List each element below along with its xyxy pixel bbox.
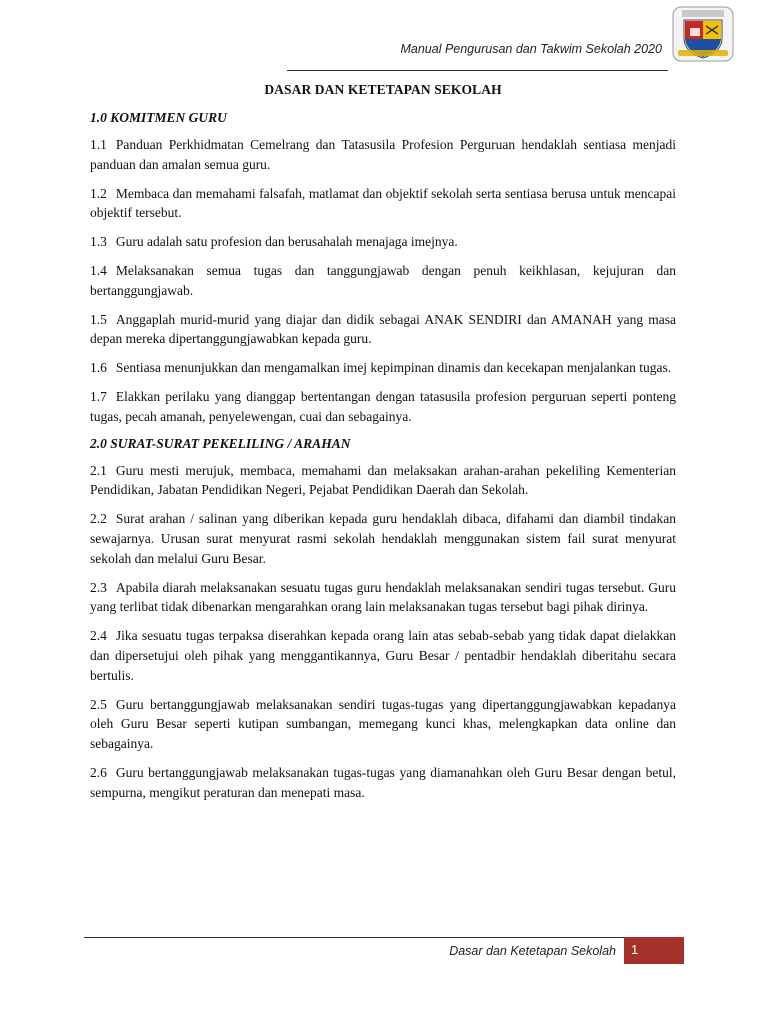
list-item [90,578,676,618]
page-number-badge [624,937,684,964]
item-number: 1.7 [90,388,107,404]
document-body [90,82,676,812]
item-text: Guru adalah satu profesion dan berusahalah menajaga imejnya. [115,234,458,250]
item-number: 1.5 [90,311,107,327]
item-text: Sentiasa menunjukkan dan mengamalkan imej kepimpinan dinamis dan kecekapan menjalankan tugas. [115,360,672,376]
item-text: Guru bertanggungjawab melaksanakan sendiri tugas-tugas yang dipertanggungjawabkan kepadanya oleh Guru Besar seperti kutipan sumbangan, memegang kunci khas, melengkapkan data online dan sebagainya. [90,696,676,752]
item-text: Surat arahan / salinan yang diberikan kepada guru hendaklah dibaca, difahami dan diambil tindakan sewajarnya. Urusan surat menyurat rasmi sekolah hendaklah menggunakan sistem fail surat menyurat sekolah dan melalui Guru Besar. [90,511,676,566]
item-text: Melaksanakan semua tugas dan tanggungjawab dengan penuh keikhlasan, kejujuran dan bertanggungjawab. [90,262,676,298]
item-number: 2.1 [90,462,107,478]
footer-title: Dasar dan Ketetapan Sekolah [449,944,616,958]
list-item [90,135,676,175]
item-text: Panduan Perkhidmatan Cemelrang dan Tatasusila Profesion Perguruan hendaklah sentiasa menjadi panduan dan amalan semua guru. [90,137,676,172]
list-item [90,509,676,568]
item-number: 1.3 [90,234,107,250]
header-rule [287,70,668,71]
item-text: Guru mesti merujuk, membaca, memahami dan melaksakan arahan-arahan pekeliling Kementerian Pendidikan, Jabatan Pendidikan Negeri, Pejabat Pendidikan Daerah dan Sekolah. [90,462,676,498]
header-title: Manual Pengurusan dan Takwim Sekolah 2020 [400,42,662,56]
item-number: 2.4 [90,628,107,644]
list-item [90,626,676,685]
list-item [90,763,676,803]
item-number: 1.4 [90,262,107,278]
item-number: 1.2 [90,185,107,201]
item-text: Jika sesuatu tugas terpaksa diserahkan kepada orang lain atas sebab-sebab yang tidak dapat dielakkan dan dipersetujui oleh pihak yang menggantikannya, Guru Besar / pentadbir hendaklah diberitahu secara bertulis. [90,628,676,683]
section-heading: 1.0 KOMITMEN GURU [90,110,227,125]
school-crest-icon [672,6,734,62]
item-number: 2.6 [90,764,107,780]
document-title: DASAR DAN KETETAPAN SEKOLAH [264,82,502,97]
list-item [90,232,676,252]
item-number: 1.6 [90,360,107,376]
item-number: 1.1 [90,137,107,152]
list-item [90,387,676,427]
item-text: Membaca dan memahami falsafah, matlamat dan objektif sekolah serta sentiasa berusa untuk mencapai objektif tersebut. [90,185,676,221]
item-text: Elakkan perilaku yang dianggap bertentangan dengan tatasusila profesion perguruan seperti ponteng tugas, pecah amanah, penyelewengan, cuai dan sebagainya. [90,388,676,424]
item-number: 2.2 [90,511,107,527]
list-item [90,184,676,224]
item-text: Guru bertanggungjawab melaksanakan tugas-tugas yang diamanahkan oleh Guru Besar dengan betul, sempurna, mengikut peraturan dan menepati masa. [90,764,676,800]
item-text: Apabila diarah melaksanakan sesuatu tugas guru hendaklah melaksanakan sendiri tugas tersebut. Guru yang terlibat tidak dibenarkan mengarahkan orang lain melaksanakan tugas tersebut bagi pihak dirinya. [90,579,676,615]
list-item [90,358,676,378]
list-item [90,310,676,350]
page-number: 1 [631,942,639,957]
item-number: 2.5 [90,696,107,712]
list-item [90,695,676,754]
footer-rule [84,937,624,938]
list-item [90,461,676,501]
item-number: 2.3 [90,579,107,595]
list-item [90,261,676,301]
section-heading: 2.0 SURAT-SURAT PEKELILING / ARAHAN [90,435,351,451]
item-text: Anggaplah murid-murid yang diajar dan didik sebagai ANAK SENDIRI dan AMANAH yang masa depan mereka dipertanggungjawabkan kepada guru. [90,311,676,347]
